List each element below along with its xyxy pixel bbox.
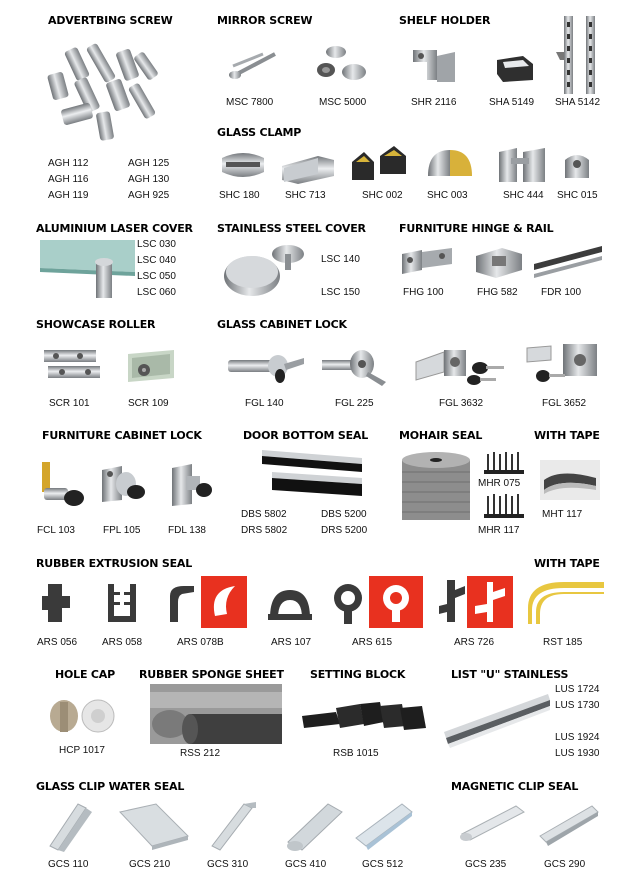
rubber-seal-615-red-image	[369, 576, 423, 628]
glass-clamp-015-image	[561, 148, 595, 186]
section-header-glass-cabinet-lock: GLASS CABINET LOCK	[217, 318, 347, 331]
section-header-magnetic-clip-seal: MAGNETIC CLIP SEAL	[451, 780, 579, 793]
product-code: MSC 7800	[226, 97, 274, 108]
product-code: MHT 117	[542, 509, 583, 520]
product-code: LUS 1924	[555, 732, 600, 743]
section-header-mohair-seal: MOHAIR SEAL	[399, 429, 483, 442]
showcase-roller-109-image	[124, 344, 180, 386]
product-code: SHC 015	[557, 190, 598, 201]
section-header-aluminium-laser-cover: ALUMINIUM LASER COVER	[36, 222, 193, 235]
hole-cap-image	[46, 692, 122, 738]
product-code: MSC 5000	[319, 97, 367, 108]
product-code: DRS 5200	[321, 525, 368, 536]
glass-clamp-713-image	[278, 152, 338, 186]
product-code: LSC 140	[321, 254, 360, 265]
hinge-100-image	[398, 240, 458, 282]
mohair-seal-roll-image	[400, 452, 472, 524]
section-header-with-tape-mohair: WITH TAPE	[534, 429, 600, 442]
product-code: SHA 5149	[489, 97, 535, 108]
product-code: SHC 713	[285, 190, 326, 201]
list-u-stainless-image	[440, 688, 552, 750]
magnetic-clip-235-image	[456, 800, 528, 848]
cam-lock-103-image	[36, 458, 88, 514]
product-code: FHG 100	[403, 287, 444, 298]
product-code: ARS 078B	[177, 637, 224, 648]
drawer-lock-138-image	[168, 460, 216, 512]
product-code: ARS 726	[454, 637, 495, 648]
product-code: ARS 107	[271, 637, 312, 648]
product-code: SHC 444	[503, 190, 544, 201]
mohair-075-image	[482, 450, 526, 476]
product-code: ARS 058	[102, 637, 143, 648]
product-code: LUS 1730	[555, 700, 600, 711]
product-code: FGL 140	[245, 398, 284, 409]
product-code: DBS 5802	[241, 509, 287, 520]
section-header-hole-cap: HOLE CAP	[55, 668, 115, 681]
product-code: LSC 060	[137, 287, 176, 298]
magnetic-clip-290-image	[536, 800, 602, 848]
product-code: ARS 615	[352, 637, 393, 648]
rubber-sponge-sheet-image	[150, 684, 282, 744]
product-code: SHC 180	[219, 190, 260, 201]
product-code: LSC 030	[137, 239, 176, 250]
mohair-with-tape-image	[540, 460, 600, 500]
product-code: HCP 1017	[59, 745, 105, 756]
glass-clamp-444-image	[495, 144, 551, 186]
product-code: SCR 109	[128, 398, 169, 409]
product-code: FHG 582	[477, 287, 518, 298]
product-code: SHC 002	[362, 190, 403, 201]
section-header-rubber-sponge-sheet: RUBBER SPONGE SHEET	[139, 668, 284, 681]
product-code: RSS 212	[180, 748, 221, 759]
rubber-seal-058-image	[104, 580, 140, 626]
glass-cabinet-lock-225-image	[318, 342, 392, 388]
glass-clip-110-image	[40, 800, 100, 852]
product-code: MHR 075	[478, 478, 521, 489]
section-header-shelf-holder: SHELF HOLDER	[399, 14, 491, 27]
product-code: DBS 5200	[321, 509, 367, 520]
product-code: LSC 040	[137, 255, 176, 266]
glass-clamp-003-image	[420, 146, 478, 186]
shelf-holder-5149-image	[493, 50, 539, 86]
rubber-seal-615-image	[330, 580, 366, 626]
product-code: MHR 117	[478, 525, 520, 536]
product-code: DRS 5802	[241, 525, 288, 536]
product-code: GCS 235	[465, 859, 507, 870]
product-code: LUS 1724	[555, 684, 600, 695]
rubber-seal-107-image	[266, 584, 314, 624]
product-code: AGH 116	[48, 174, 89, 185]
rubber-seal-726-red-image	[467, 576, 513, 628]
product-code: FGL 3652	[542, 398, 587, 409]
product-code: AGH 125	[128, 158, 170, 169]
product-code: FDR 100	[541, 287, 582, 298]
product-code: LUS 1930	[555, 748, 600, 759]
rubber-seal-056-image	[40, 580, 76, 626]
product-code: RST 185	[543, 637, 583, 648]
product-code: GCS 210	[129, 859, 171, 870]
glass-cabinet-lock-3652-image	[523, 340, 603, 390]
product-code: GCS 110	[48, 859, 89, 870]
door-bottom-seal-image	[252, 448, 364, 500]
product-code: SHR 2116	[411, 97, 457, 108]
section-header-rubber-extrusion-seal: RUBBER EXTRUSION SEAL	[36, 557, 193, 570]
glass-clip-210-image	[116, 800, 192, 852]
mohair-117-image	[482, 494, 526, 520]
product-code: FGL 3632	[439, 398, 484, 409]
product-code: SCR 101	[49, 398, 90, 409]
rubber-seal-078b-red-image	[201, 576, 247, 628]
stainless-steel-cover-image	[222, 240, 312, 302]
product-code: AGH 112	[48, 158, 89, 169]
shelf-holder-5142-image	[556, 16, 606, 94]
product-code: SHC 003	[427, 190, 468, 201]
section-header-door-bottom-seal: DOOR BOTTOM SEAL	[243, 429, 369, 442]
product-code: RSB 1015	[333, 748, 379, 759]
hinge-582-image	[472, 240, 526, 282]
section-header-furniture-cabinet-lock: FURNITURE CABINET LOCK	[42, 429, 202, 442]
product-code: FCL 103	[37, 525, 75, 536]
glass-clip-410-image	[282, 800, 348, 852]
glass-clip-512-image	[350, 800, 416, 852]
advertising-screw-image	[40, 38, 180, 148]
product-code: LSC 150	[321, 287, 360, 298]
section-header-stainless-steel-cover: STAINLESS STEEL COVER	[217, 222, 366, 235]
product-code: LSC 050	[137, 271, 176, 282]
glass-cabinet-lock-140-image	[224, 344, 308, 388]
product-code: AGH 119	[48, 190, 89, 201]
section-header-list-u-stainless: LIST "U" STAINLESS	[451, 668, 569, 681]
mirror-screw-5000-image	[314, 40, 374, 86]
section-header-glass-clamp: GLASS CLAMP	[217, 126, 302, 139]
mirror-screw-7800-image	[225, 44, 285, 84]
rubber-seal-078b-image	[164, 582, 198, 626]
showcase-roller-101-image	[40, 344, 104, 384]
glass-cabinet-lock-3632-image	[414, 342, 510, 388]
product-code: FGL 225	[335, 398, 374, 409]
aluminium-laser-cover-image	[40, 238, 135, 300]
drawer-rail-image	[532, 240, 604, 282]
section-header-furniture-hinge-rail: FURNITURE HINGE & RAIL	[399, 222, 554, 235]
section-header-glass-clip-water-seal: GLASS CLIP WATER SEAL	[36, 780, 185, 793]
section-header-setting-block: SETTING BLOCK	[310, 668, 406, 681]
product-code: SHA 5142	[555, 97, 601, 108]
product-code: ARS 056	[37, 637, 78, 648]
product-code: GCS 410	[285, 859, 327, 870]
glass-clip-310-image	[204, 800, 264, 852]
rubber-seal-with-tape-image	[524, 574, 606, 626]
setting-block-image	[296, 694, 428, 736]
section-header-showcase-roller: SHOWCASE ROLLER	[36, 318, 156, 331]
section-header-with-tape-rubber: WITH TAPE	[534, 557, 600, 570]
product-code: GCS 512	[362, 859, 404, 870]
glass-clamp-002-image	[350, 144, 410, 186]
shelf-holder-2116-image	[407, 42, 462, 92]
product-code: GCS 290	[544, 859, 586, 870]
section-header-advertising-screw: ADVERTBING SCREW	[48, 14, 173, 27]
rubber-seal-726-image	[437, 578, 467, 626]
product-code: FPL 105	[103, 525, 141, 536]
product-code: GCS 310	[207, 859, 249, 870]
product-code: AGH 130	[128, 174, 170, 185]
push-lock-105-image	[96, 460, 152, 512]
product-code: AGH 925	[128, 190, 170, 201]
section-header-mirror-screw: MIRROR SCREW	[217, 14, 313, 27]
product-code: FDL 138	[168, 525, 206, 536]
glass-clamp-180-image	[218, 150, 268, 184]
